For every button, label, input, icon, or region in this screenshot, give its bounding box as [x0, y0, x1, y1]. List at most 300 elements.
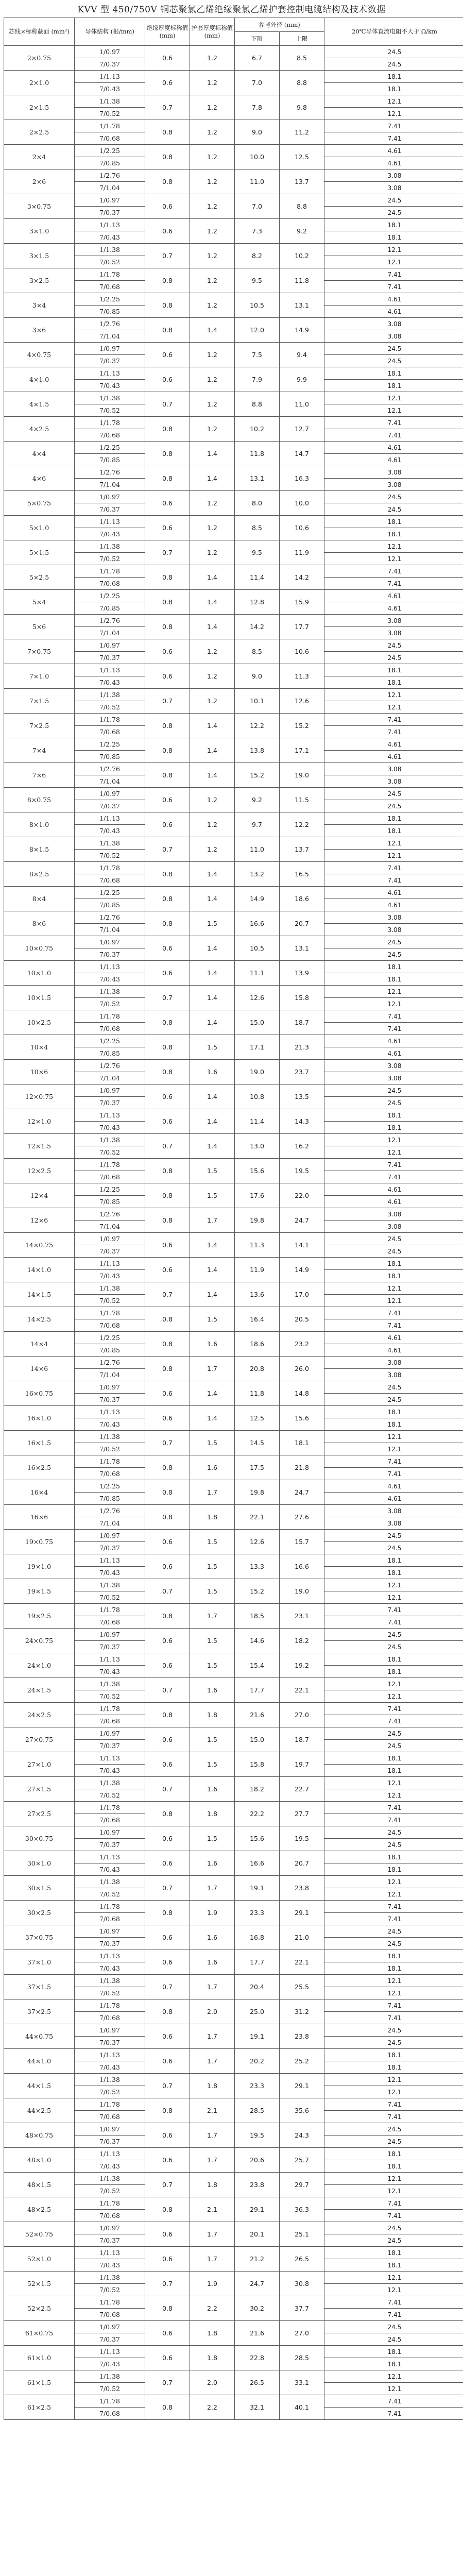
dc-resistance-cell: 3.08	[324, 318, 463, 330]
od-max-cell: 16.2	[280, 1134, 324, 1159]
spec-cell: 61×1.5	[4, 2370, 75, 2395]
od-max-cell: 22.7	[280, 1777, 324, 1802]
spec-cell: 3×2.5	[4, 268, 75, 293]
dc-resistance-cell: 12.1	[324, 998, 463, 1010]
insulation-cell: 0.6	[145, 1752, 190, 1777]
sheath-cell: 1.7	[190, 2024, 235, 2049]
spec-cell: 14×1.0	[4, 1258, 75, 1282]
spec-cell: 16×4	[4, 1480, 75, 1505]
conductor-cell: 1/1.38	[75, 1975, 145, 1987]
sheath-cell: 1.4	[190, 442, 235, 466]
insulation-cell: 0.6	[145, 1826, 190, 1851]
dc-resistance-cell: 7.41	[324, 1814, 463, 1826]
dc-resistance-cell: 24.5	[324, 800, 463, 812]
od-max-cell: 19.7	[280, 1752, 324, 1777]
sheath-cell: 1.5	[190, 1183, 235, 1208]
spec-cell: 2×1.5	[4, 95, 75, 120]
insulation-cell: 0.6	[145, 1530, 190, 1554]
sheath-cell: 1.2	[190, 71, 235, 95]
sheath-cell: 1.4	[190, 1233, 235, 1258]
od-max-cell: 12.2	[280, 812, 324, 837]
dc-resistance-cell: 3.08	[324, 1060, 463, 1072]
dc-resistance-cell: 24.5	[324, 1727, 463, 1740]
sheath-cell: 1.7	[190, 1357, 235, 1381]
table-row	[4, 145, 463, 157]
conductor-cell: 1/1.13	[75, 516, 145, 528]
insulation-cell: 0.6	[145, 2123, 190, 2148]
dc-resistance-cell: 18.1	[324, 2160, 463, 2173]
od-max-cell: 27.0	[280, 2321, 324, 2346]
sheath-cell: 1.6	[190, 1925, 235, 1950]
od-min-cell: 14.6	[235, 1629, 280, 1653]
conductor-cell: 7/0.85	[75, 454, 145, 466]
table-row	[4, 1307, 463, 1319]
od-max-cell: 20.7	[280, 1851, 324, 1876]
conductor-cell: 7/0.68	[75, 1319, 145, 1332]
conductor-cell: 1/1.38	[75, 1134, 145, 1146]
table-row	[4, 516, 463, 528]
spec-cell: 14×6	[4, 1357, 75, 1381]
sheath-cell: 1.2	[190, 367, 235, 392]
conductor-cell: 1/2.76	[75, 170, 145, 182]
conductor-cell: 1/1.38	[75, 1282, 145, 1295]
table-body	[4, 46, 463, 2420]
od-max-cell: 8.5	[280, 46, 324, 71]
od-min-cell: 11.4	[235, 1109, 280, 1134]
conductor-cell: 1/0.97	[75, 1826, 145, 1839]
conductor-cell: 7/0.37	[75, 948, 145, 961]
table-row	[4, 615, 463, 627]
od-max-cell: 23.7	[280, 1060, 324, 1084]
insulation-cell: 0.6	[145, 2346, 190, 2370]
sheath-cell: 1.5	[190, 1159, 235, 1183]
spec-cell: 12×1.5	[4, 1134, 75, 1159]
table-row	[4, 244, 463, 256]
conductor-cell: 7/1.04	[75, 182, 145, 194]
spec-cell: 37×1.5	[4, 1975, 75, 1999]
spec-cell: 4×0.75	[4, 343, 75, 367]
sheath-cell: 1.2	[190, 170, 235, 194]
sheath-cell: 1.2	[190, 293, 235, 318]
dc-resistance-cell: 3.08	[324, 911, 463, 924]
insulation-cell: 0.6	[145, 2049, 190, 2074]
dc-resistance-cell: 7.41	[324, 1715, 463, 1727]
dc-resistance-cell: 3.08	[324, 627, 463, 639]
sheath-cell: 1.4	[190, 986, 235, 1010]
od-min-cell: 19.0	[235, 1060, 280, 1084]
od-min-cell: 13.0	[235, 1134, 280, 1159]
sheath-cell: 1.2	[190, 145, 235, 170]
table-row	[4, 1678, 463, 1690]
conductor-cell: 1/1.78	[75, 120, 145, 132]
od-max-cell: 20.7	[280, 911, 324, 936]
conductor-cell: 7/0.43	[75, 2358, 145, 2370]
od-max-cell: 11.3	[280, 664, 324, 689]
dc-resistance-cell: 18.1	[324, 1258, 463, 1270]
table-row	[4, 2222, 463, 2234]
conductor-cell: 7/0.85	[75, 1493, 145, 1505]
dc-resistance-cell: 18.1	[324, 2346, 463, 2358]
spec-cell: 44×2.5	[4, 2098, 75, 2123]
od-min-cell: 9.5	[235, 268, 280, 293]
od-min-cell: 13.3	[235, 1554, 280, 1579]
od-min-cell: 15.2	[235, 1579, 280, 1604]
dc-resistance-cell: 12.1	[324, 1134, 463, 1146]
dc-resistance-cell: 18.1	[324, 1863, 463, 1876]
table-row	[4, 367, 463, 380]
table-row	[4, 2024, 463, 2037]
dc-resistance-cell: 12.1	[324, 837, 463, 850]
conductor-cell: 1/0.97	[75, 1925, 145, 1938]
conductor-cell: 1/2.76	[75, 318, 145, 330]
od-max-cell: 14.8	[280, 1381, 324, 1406]
dc-resistance-cell: 4.61	[324, 602, 463, 615]
dc-resistance-cell: 4.61	[324, 751, 463, 763]
od-min-cell: 7.3	[235, 219, 280, 244]
insulation-cell: 0.6	[145, 2321, 190, 2346]
conductor-cell: 7/0.37	[75, 1938, 145, 1950]
insulation-cell: 0.8	[145, 565, 190, 590]
od-max-cell: 15.6	[280, 1406, 324, 1431]
conductor-cell: 7/1.04	[75, 1072, 145, 1084]
sheath-cell: 1.4	[190, 1134, 235, 1159]
dc-resistance-cell: 4.61	[324, 1480, 463, 1493]
table-row	[4, 1406, 463, 1418]
insulation-cell: 0.7	[145, 1282, 190, 1307]
dc-resistance-cell: 3.08	[324, 615, 463, 627]
spec-cell: 16×6	[4, 1505, 75, 1530]
dc-resistance-cell: 18.1	[324, 367, 463, 380]
table-row	[4, 219, 463, 231]
od-min-cell: 20.4	[235, 1975, 280, 1999]
dc-resistance-cell: 18.1	[324, 71, 463, 83]
conductor-cell: 7/0.85	[75, 1344, 145, 1357]
insulation-cell: 0.8	[145, 1802, 190, 1826]
od-max-cell: 9.2	[280, 219, 324, 244]
conductor-cell: 7/0.52	[75, 1146, 145, 1159]
dc-resistance-cell: 7.41	[324, 2098, 463, 2111]
conductor-cell: 1/1.38	[75, 1431, 145, 1443]
dc-resistance-cell: 18.1	[324, 2148, 463, 2160]
sheath-cell: 1.8	[190, 1802, 235, 1826]
conductor-cell: 1/0.97	[75, 2024, 145, 2037]
conductor-cell: 7/1.04	[75, 1517, 145, 1530]
table-row	[4, 1999, 463, 2012]
od-min-cell: 19.8	[235, 1208, 280, 1233]
table-row	[4, 1554, 463, 1567]
od-min-cell: 15.8	[235, 1752, 280, 1777]
table-row	[4, 1703, 463, 1715]
table-header	[4, 18, 463, 46]
od-max-cell: 27.6	[280, 1505, 324, 1530]
conductor-cell: 1/1.38	[75, 540, 145, 553]
conductor-cell: 1/0.97	[75, 1233, 145, 1245]
insulation-cell: 0.8	[145, 862, 190, 887]
dc-resistance-cell: 3.08	[324, 330, 463, 343]
dc-resistance-cell: 18.1	[324, 973, 463, 986]
insulation-cell: 0.8	[145, 2197, 190, 2222]
spec-cell: 14×2.5	[4, 1307, 75, 1332]
spec-cell: 48×0.75	[4, 2123, 75, 2148]
conductor-cell: 7/0.43	[75, 83, 145, 95]
od-max-cell: 11.8	[280, 268, 324, 293]
table-row	[4, 1826, 463, 1839]
sheath-cell: 1.6	[190, 1950, 235, 1975]
insulation-cell: 0.8	[145, 2098, 190, 2123]
spec-cell: 48×2.5	[4, 2197, 75, 2222]
od-max-cell: 22.1	[280, 1678, 324, 1703]
od-min-cell: 21.6	[235, 1703, 280, 1727]
dc-resistance-cell: 3.08	[324, 763, 463, 775]
conductor-cell: 1/1.13	[75, 71, 145, 83]
insulation-cell: 0.6	[145, 936, 190, 961]
insulation-cell: 0.7	[145, 2272, 190, 2296]
sheath-cell: 1.4	[190, 738, 235, 763]
sheath-cell: 1.2	[190, 244, 235, 268]
spec-cell: 30×0.75	[4, 1826, 75, 1851]
conductor-cell: 1/2.76	[75, 615, 145, 627]
conductor-cell: 7/0.52	[75, 108, 145, 120]
insulation-cell: 0.6	[145, 1084, 190, 1109]
dc-resistance-cell: 7.41	[324, 1703, 463, 1715]
conductor-cell: 1/1.78	[75, 2395, 145, 2408]
od-min-cell: 12.2	[235, 714, 280, 738]
od-min-cell: 17.5	[235, 1455, 280, 1480]
insulation-cell: 0.6	[145, 1653, 190, 1678]
conductor-cell: 7/0.52	[75, 701, 145, 714]
conductor-cell: 7/0.52	[75, 1591, 145, 1604]
od-max-cell: 18.7	[280, 1727, 324, 1752]
conductor-cell: 7/0.37	[75, 2136, 145, 2148]
od-max-cell: 13.9	[280, 961, 324, 986]
insulation-cell: 0.6	[145, 516, 190, 540]
od-max-cell: 27.0	[280, 1703, 324, 1727]
table-row	[4, 887, 463, 899]
dc-resistance-cell: 12.1	[324, 2370, 463, 2383]
od-min-cell: 18.5	[235, 1604, 280, 1629]
od-min-cell: 21.6	[235, 2321, 280, 2346]
sheath-cell: 1.6	[190, 1851, 235, 1876]
od-min-cell: 9.2	[235, 788, 280, 812]
od-min-cell: 9.7	[235, 812, 280, 837]
table-row	[4, 1332, 463, 1344]
od-max-cell: 19.0	[280, 763, 324, 788]
conductor-cell: 7/0.52	[75, 256, 145, 268]
dc-resistance-cell: 12.1	[324, 1678, 463, 1690]
insulation-cell: 0.8	[145, 714, 190, 738]
od-max-cell: 28.5	[280, 2346, 324, 2370]
spec-cell: 7×0.75	[4, 639, 75, 664]
od-max-cell: 11.5	[280, 788, 324, 812]
od-max-cell: 9.9	[280, 367, 324, 392]
od-max-cell: 13.1	[280, 293, 324, 318]
sheath-cell: 1.2	[190, 516, 235, 540]
insulation-cell: 0.6	[145, 343, 190, 367]
od-min-cell: 12.6	[235, 1530, 280, 1554]
sheath-cell: 1.4	[190, 1084, 235, 1109]
conductor-cell: 7/0.68	[75, 2309, 145, 2321]
conductor-cell: 1/2.25	[75, 738, 145, 751]
table-row	[4, 1604, 463, 1616]
sheath-cell: 1.6	[190, 1060, 235, 1084]
dc-resistance-cell: 24.5	[324, 343, 463, 355]
spec-cell: 3×1.5	[4, 244, 75, 268]
table-row	[4, 911, 463, 924]
spec-cell: 16×1.5	[4, 1431, 75, 1455]
dc-resistance-cell: 18.1	[324, 380, 463, 392]
sheath-cell: 1.4	[190, 936, 235, 961]
header-spec: 芯线×标称截面 (mm²)	[4, 18, 75, 46]
table-row	[4, 936, 463, 948]
header-outer-diameter: 参考外径 (mm)	[235, 18, 324, 32]
insulation-cell: 0.7	[145, 244, 190, 268]
table-row	[4, 2074, 463, 2086]
dc-resistance-cell: 7.41	[324, 726, 463, 738]
od-max-cell: 23.8	[280, 2024, 324, 2049]
sheath-cell: 1.4	[190, 1109, 235, 1134]
table-row	[4, 812, 463, 825]
insulation-cell: 0.7	[145, 2370, 190, 2395]
conductor-cell: 7/0.52	[75, 404, 145, 417]
conductor-cell: 1/1.38	[75, 1876, 145, 1888]
sheath-cell: 1.9	[190, 1901, 235, 1925]
insulation-cell: 0.7	[145, 986, 190, 1010]
dc-resistance-cell: 12.1	[324, 95, 463, 108]
spec-cell: 4×6	[4, 466, 75, 491]
table-row	[4, 120, 463, 132]
table-row	[4, 1431, 463, 1443]
od-max-cell: 13.1	[280, 936, 324, 961]
conductor-cell: 7/0.68	[75, 1814, 145, 1826]
spec-cell: 52×2.5	[4, 2296, 75, 2321]
dc-resistance-cell: 18.1	[324, 2061, 463, 2074]
insulation-cell: 0.7	[145, 1876, 190, 1901]
od-min-cell: 13.2	[235, 862, 280, 887]
od-min-cell: 8.8	[235, 392, 280, 417]
table-row	[4, 1727, 463, 1740]
conductor-cell: 7/0.68	[75, 874, 145, 887]
dc-resistance-cell: 3.08	[324, 1221, 463, 1233]
dc-resistance-cell: 18.1	[324, 1122, 463, 1134]
insulation-cell: 0.8	[145, 615, 190, 639]
sheath-cell: 1.2	[190, 639, 235, 664]
conductor-cell: 1/1.78	[75, 565, 145, 578]
conductor-cell: 7/0.52	[75, 1690, 145, 1703]
insulation-cell: 0.8	[145, 763, 190, 788]
conductor-cell: 1/2.25	[75, 1480, 145, 1493]
table-row	[4, 417, 463, 429]
od-max-cell: 19.0	[280, 1579, 324, 1604]
dc-resistance-cell: 24.5	[324, 1740, 463, 1752]
conductor-cell: 7/0.43	[75, 1122, 145, 1134]
conductor-cell: 7/0.37	[75, 1641, 145, 1653]
od-min-cell: 23.8	[235, 2173, 280, 2197]
dc-resistance-cell: 12.1	[324, 2173, 463, 2185]
dc-resistance-cell: 24.5	[324, 207, 463, 219]
od-min-cell: 24.7	[235, 2272, 280, 2296]
table-row	[4, 565, 463, 578]
conductor-cell: 1/1.78	[75, 714, 145, 726]
od-max-cell: 22.0	[280, 1183, 324, 1208]
cable-data-table	[4, 18, 463, 2420]
dc-resistance-cell: 18.1	[324, 1666, 463, 1678]
sheath-cell: 1.8	[190, 1505, 235, 1530]
sheath-cell: 2.1	[190, 2098, 235, 2123]
sheath-cell: 1.2	[190, 343, 235, 367]
dc-resistance-cell: 24.5	[324, 1629, 463, 1641]
dc-resistance-cell: 3.08	[324, 1208, 463, 1221]
conductor-cell: 7/0.43	[75, 825, 145, 837]
conductor-cell: 7/0.85	[75, 157, 145, 170]
spec-cell: 4×1.0	[4, 367, 75, 392]
dc-resistance-cell: 18.1	[324, 1554, 463, 1567]
spec-cell: 7×1.5	[4, 689, 75, 714]
insulation-cell: 0.8	[145, 293, 190, 318]
conductor-cell: 1/2.76	[75, 1208, 145, 1221]
spec-cell: 10×0.75	[4, 936, 75, 961]
dc-resistance-cell: 12.1	[324, 1443, 463, 1455]
sheath-cell: 1.5	[190, 1554, 235, 1579]
dc-resistance-cell: 18.1	[324, 1950, 463, 1962]
table-row	[4, 1505, 463, 1517]
conductor-cell: 1/2.25	[75, 145, 145, 157]
dc-resistance-cell: 7.41	[324, 1023, 463, 1035]
insulation-cell: 0.6	[145, 1851, 190, 1876]
table-row	[4, 986, 463, 998]
conductor-cell: 7/0.68	[75, 1023, 145, 1035]
table-row	[4, 961, 463, 973]
insulation-cell: 0.7	[145, 837, 190, 862]
spec-cell: 5×2.5	[4, 565, 75, 590]
conductor-cell: 7/1.04	[75, 627, 145, 639]
od-min-cell: 11.1	[235, 961, 280, 986]
conductor-cell: 1/1.13	[75, 367, 145, 380]
spec-cell: 24×1.0	[4, 1653, 75, 1678]
conductor-cell: 1/1.78	[75, 1455, 145, 1468]
conductor-cell: 7/0.43	[75, 1962, 145, 1975]
dc-resistance-cell: 24.5	[324, 503, 463, 516]
conductor-cell: 7/0.43	[75, 1270, 145, 1282]
spec-cell: 30×1.0	[4, 1851, 75, 1876]
dc-resistance-cell: 3.08	[324, 1517, 463, 1530]
sheath-cell: 1.5	[190, 1752, 235, 1777]
od-max-cell: 25.5	[280, 1975, 324, 1999]
dc-resistance-cell: 24.5	[324, 2037, 463, 2049]
conductor-cell: 7/0.37	[75, 58, 145, 71]
od-max-cell: 17.1	[280, 738, 324, 763]
spec-cell: 2×0.75	[4, 46, 75, 71]
sheath-cell: 1.2	[190, 664, 235, 689]
dc-resistance-cell: 4.61	[324, 454, 463, 466]
dc-resistance-cell: 18.1	[324, 2049, 463, 2061]
spec-cell: 19×1.5	[4, 1579, 75, 1604]
conductor-cell: 1/0.97	[75, 1629, 145, 1641]
sheath-cell: 1.7	[190, 1208, 235, 1233]
sheath-cell: 1.5	[190, 1035, 235, 1060]
od-min-cell: 17.6	[235, 1183, 280, 1208]
conductor-cell: 7/0.52	[75, 1888, 145, 1901]
spec-cell: 5×4	[4, 590, 75, 615]
od-min-cell: 13.8	[235, 738, 280, 763]
od-max-cell: 25.1	[280, 2222, 324, 2247]
dc-resistance-cell: 7.41	[324, 1171, 463, 1183]
spec-cell: 24×1.5	[4, 1678, 75, 1703]
table-row	[4, 2049, 463, 2061]
dc-resistance-cell: 24.5	[324, 2123, 463, 2136]
spec-cell: 8×1.0	[4, 812, 75, 837]
od-max-cell: 19.2	[280, 1653, 324, 1678]
conductor-cell: 1/1.38	[75, 1579, 145, 1591]
